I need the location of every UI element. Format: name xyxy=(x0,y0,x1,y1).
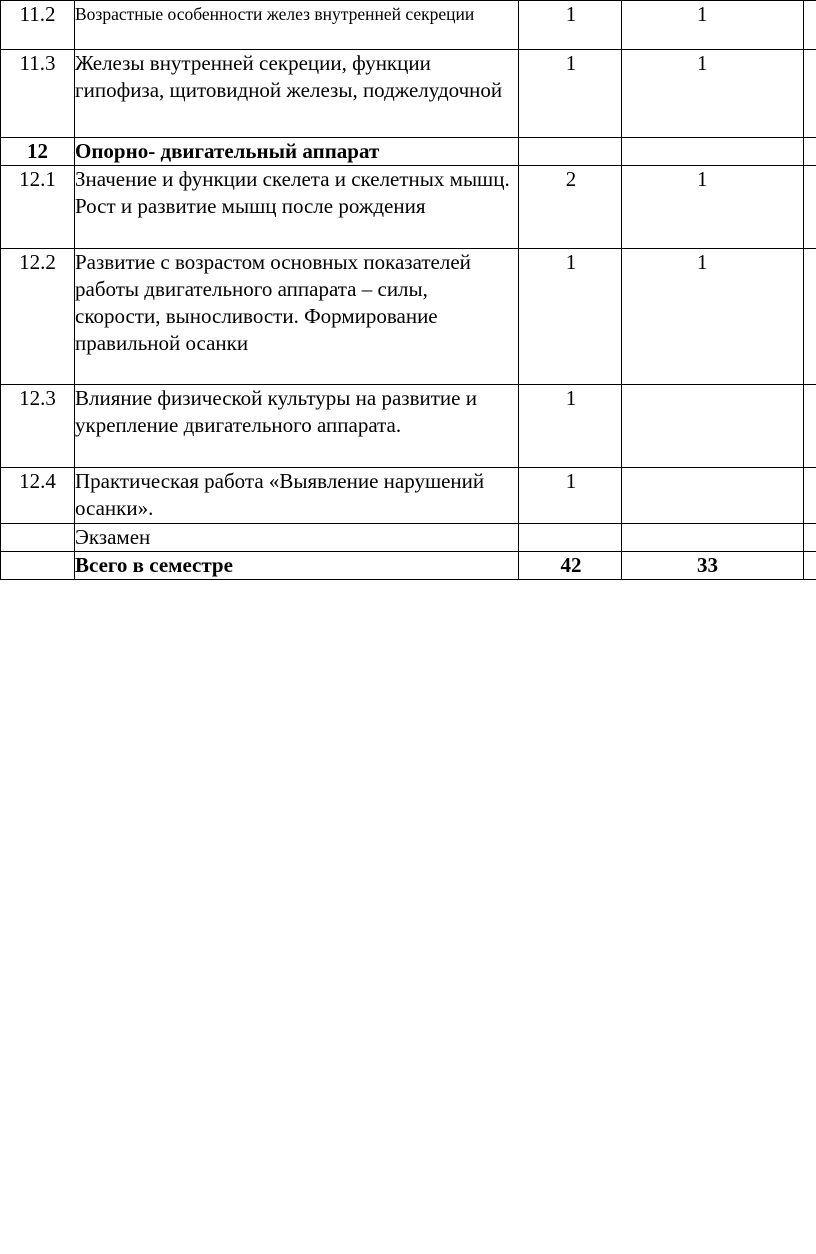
extra-cell xyxy=(804,249,816,385)
section-number: 12 xyxy=(1,138,75,166)
section-row xyxy=(1,138,816,166)
table-row xyxy=(1,385,816,468)
row-number: 12.3 xyxy=(1,385,75,468)
extra-cell xyxy=(804,468,816,524)
extra-cell xyxy=(804,524,816,552)
topic-cell: Практическая работа «Выявление нарушений осанки». xyxy=(75,468,519,524)
topic-cell: Влияние физической культуры на развитие и укрепление двигательного аппарата. xyxy=(75,385,519,468)
hours-lecture-cell: 1 xyxy=(622,249,804,385)
row-number xyxy=(1,524,75,552)
row-number: 12.2 xyxy=(1,249,75,385)
table-row xyxy=(1,1,816,50)
topic-cell: Возрастные особенности желез внутренней секреции xyxy=(75,1,519,50)
extra-cell xyxy=(804,138,816,166)
hours-total-cell: 1 xyxy=(519,385,622,468)
row-number: 12.4 xyxy=(1,468,75,524)
topic-cell: Развитие с возрастом основных показателей работы двигательного аппарата – силы, скорости, выносливости. Формирование правильной осанки xyxy=(75,249,519,385)
total-hours-cell: 42 xyxy=(519,552,622,580)
table-row xyxy=(1,249,816,385)
extra-cell xyxy=(804,552,816,580)
extra-cell xyxy=(804,50,816,138)
extra-cell xyxy=(804,1,816,50)
hours-lecture-cell: 1 xyxy=(622,166,804,249)
exam-label: Экзамен xyxy=(75,524,519,552)
extra-cell xyxy=(804,166,816,249)
hours-lecture-cell xyxy=(622,468,804,524)
topic-cell: Значение и функции скелета и скелетных мышц. Рост и развитие мышц после рождения xyxy=(75,166,519,249)
hours-total-cell: 1 xyxy=(519,1,622,50)
curriculum-table xyxy=(0,0,816,580)
total-lecture-hours-cell: 33 xyxy=(622,552,804,580)
hours-lecture-cell xyxy=(622,385,804,468)
topic-cell: Железы внутренней секреции, функции гипофиза, щитовидной железы, поджелудочной xyxy=(75,50,519,138)
total-label: Всего в семестре xyxy=(75,552,519,580)
row-number: 12.1 xyxy=(1,166,75,249)
section-title: Опорно- двигательный аппарат xyxy=(75,138,519,166)
table-row xyxy=(1,166,816,249)
row-number: 11.2 xyxy=(1,1,75,50)
hours-total-cell xyxy=(519,138,622,166)
hours-lecture-cell xyxy=(622,524,804,552)
hours-total-cell: 2 xyxy=(519,166,622,249)
hours-total-cell: 1 xyxy=(519,249,622,385)
hours-total-cell xyxy=(519,524,622,552)
extra-cell xyxy=(804,385,816,468)
table-row xyxy=(1,50,816,138)
hours-lecture-cell xyxy=(622,138,804,166)
hours-lecture-cell: 1 xyxy=(622,50,804,138)
hours-lecture-cell: 1 xyxy=(622,1,804,50)
table-row xyxy=(1,468,816,524)
row-number: 11.3 xyxy=(1,50,75,138)
exam-row xyxy=(1,524,816,552)
total-row xyxy=(1,552,816,580)
hours-total-cell: 1 xyxy=(519,50,622,138)
row-number xyxy=(1,552,75,580)
hours-total-cell: 1 xyxy=(519,468,622,524)
